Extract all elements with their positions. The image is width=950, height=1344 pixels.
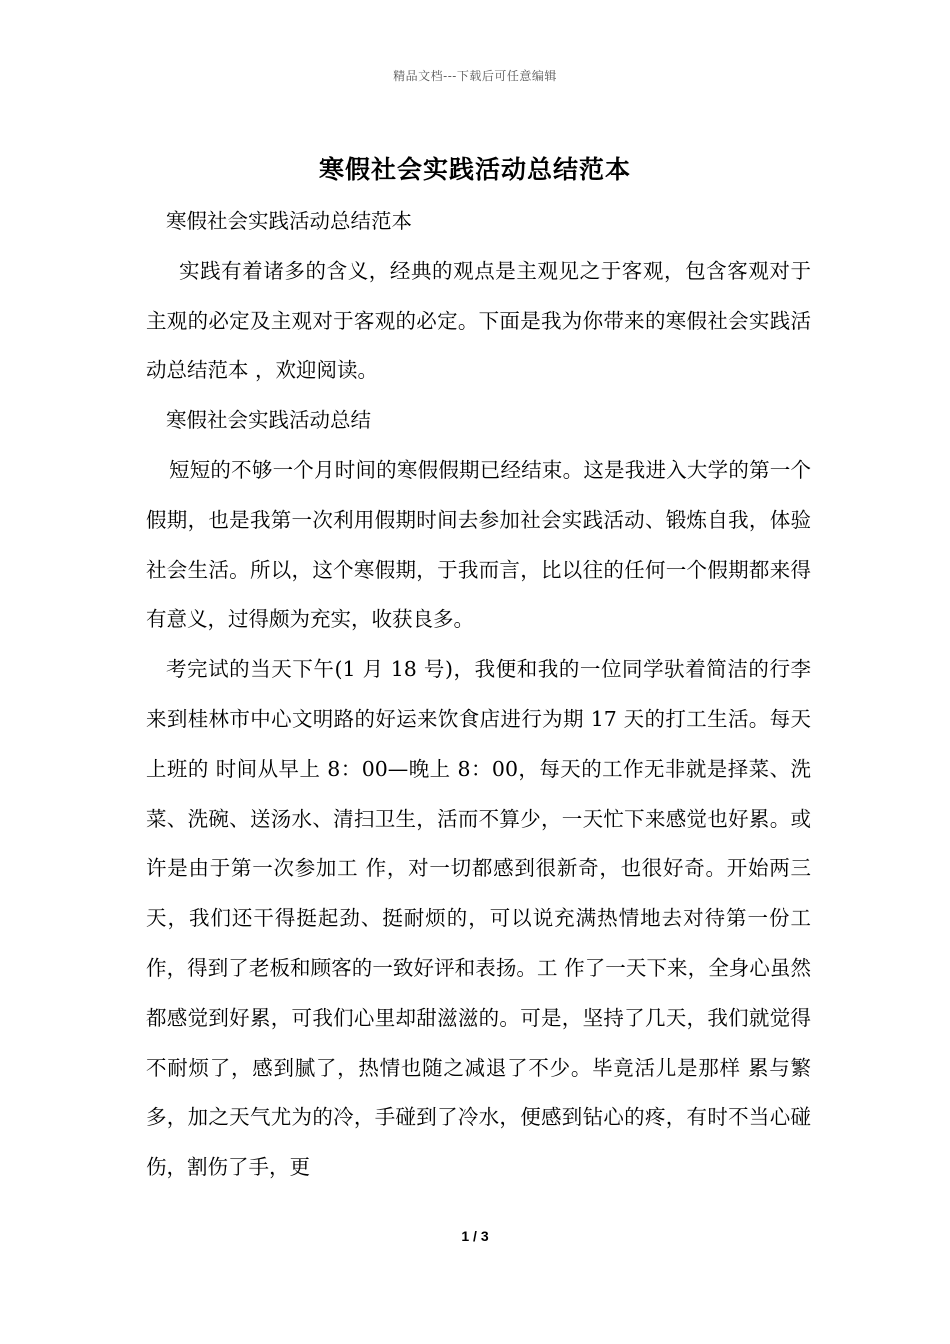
body-paragraph: 短短的不够一个月时间的寒假假期已经结束。这是我进入大学的第一个假期，也是我第一次利用假期时间去参加社会实践活动、锻炼自我，体验社会生活。所以，这个寒假期，于我而言，比以往的任何一个假期都来得有意义，过得颇为充实，收获良多。 [146, 457, 811, 632]
document-title: 寒假社会实践活动总结范本 [318, 155, 631, 184]
intro-paragraph: 实践有着诸多的含义，经典的观点是主观见之于客观，包含客观对于主观的必定及主观对于客观的必定。下面是我为你带来的寒假社会实践活动总结范本 ，欢迎阅读。 [146, 258, 811, 383]
section-heading: 寒假社会实践活动总结 [166, 408, 371, 433]
page-header: 精品文档---下载后可任意编辑 [393, 69, 557, 83]
document-body [146, 197, 811, 1193]
subtitle-paragraph: 寒假社会实践活动总结范本 [166, 209, 412, 233]
page-number: 1 / 3 [461, 1228, 489, 1244]
body-paragraph: 考完试的当天下午(1 月 18 号)，我便和我的一位同学驮着简洁的行李来到桂林市中心文明路的好运来饮食店进行为期 17 天的打工生活。每天上班的 时间从早上 8：00—晚上 8：00，每天的工作无非就是择菜、洗菜、洗碗、送汤水、清扫卫生，活而不算少，一天忙下来感觉也好累。或许是由于第一次参加工 作，对一切都感到很新奇，也很好奇。开始两三天，我们还干得挺起劲、挺耐烦的，可以说充满热情地去对待第一份工作，得到了老板和顾客的一致好评和表扬。工 作了一天下来，全身心虽然都感觉到好累，可我们心里却甜滋滋的。可是，坚持了几天，我们就觉得不耐烦了，感到腻了，热情也随之减退了不少。毕竟活儿是那样 累与繁多，加之天气尤为的冷，手碰到了冷水，便感到钻心的疼，有时不当心碰伤，割伤了手，更 [146, 657, 811, 1180]
